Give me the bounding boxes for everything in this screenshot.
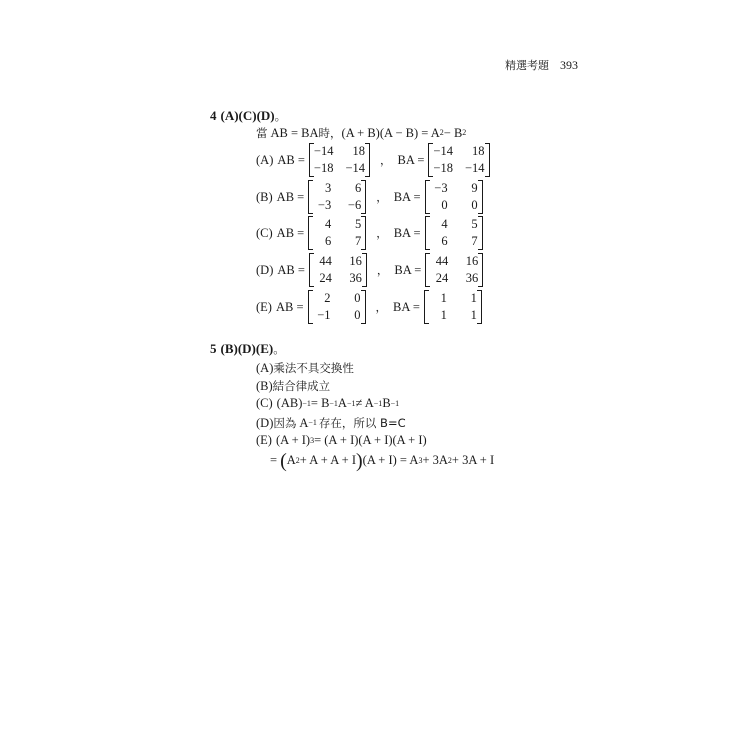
page-header xyxy=(505,57,578,73)
q4-intro-condition: AB = BA xyxy=(270,125,319,140)
ba-matrix xyxy=(425,253,483,287)
q4-option-row xyxy=(256,290,486,324)
matrix-entry: 16 xyxy=(349,254,362,268)
q4-option-label: (E) xyxy=(256,299,272,314)
q4-ab-label: AB = xyxy=(277,152,305,167)
matrix-entry: −18 xyxy=(433,161,453,175)
q4-ba-label: BA = xyxy=(397,152,425,167)
q4-ba-label: BA = xyxy=(393,299,420,314)
q5-answer: (B)(D)(E) xyxy=(220,341,274,356)
matrix-entry: 7 xyxy=(471,234,478,248)
matrix-entry: 24 xyxy=(319,271,332,285)
q4-ba-label: BA = xyxy=(393,189,421,204)
q4-ab-label: AB = xyxy=(277,262,305,277)
matrix-entry: 6 xyxy=(324,234,332,248)
q4-ab-label: AB = xyxy=(276,225,305,240)
matrix-entry: 4 xyxy=(324,217,332,231)
matrix-entry: −14 xyxy=(345,161,366,175)
q5-d-text2: 存在，所以 B=C xyxy=(318,416,406,430)
matrix-entry: −14 xyxy=(433,144,453,158)
q5-a-label: (A) xyxy=(256,360,274,375)
q5-line-b xyxy=(256,378,330,394)
q4-option-row xyxy=(256,143,494,177)
matrix-entry: 36 xyxy=(349,271,362,285)
q4-option-label: (C) xyxy=(256,225,273,240)
matrix-entry: 7 xyxy=(354,234,362,248)
matrix-entry: 4 xyxy=(441,217,448,231)
q4-mark: 。 xyxy=(274,109,287,123)
matrix-entry: −3 xyxy=(434,181,448,195)
matrix-entry: 9 xyxy=(471,181,478,195)
q4-intro-when: 當 xyxy=(256,126,268,140)
matrix-entry: 1 xyxy=(470,308,477,322)
q4-intro-time: 時， xyxy=(318,126,342,140)
q5-d-math: A xyxy=(299,415,309,430)
q4-option-row xyxy=(256,253,487,287)
matrix-entry: 5 xyxy=(354,217,362,231)
matrix-entry: 1 xyxy=(470,291,477,305)
matrix-entry: 6 xyxy=(354,181,362,195)
comma-separator: ， xyxy=(376,263,389,277)
matrix-entry: −14 xyxy=(313,144,334,158)
q5-a-text: 乘法不具交換性 xyxy=(273,361,354,375)
ba-matrix xyxy=(425,180,483,214)
q4-answer: (A)(C)(D) xyxy=(220,108,275,123)
q4-ab-label: AB = xyxy=(276,189,305,204)
q4-answer-heading xyxy=(210,108,286,124)
q5-c-neq: ≠ A xyxy=(355,396,374,410)
q5-e2-a: A xyxy=(286,453,296,467)
ab-matrix xyxy=(308,290,366,324)
q5-e2-eq: = xyxy=(270,453,278,467)
ba-matrix xyxy=(428,143,489,177)
page-number: 393 xyxy=(560,58,578,72)
ab-matrix xyxy=(308,216,366,250)
header-title: 精選考題 xyxy=(505,59,549,72)
ab-matrix xyxy=(309,253,367,287)
matrix-entry: 44 xyxy=(319,254,332,268)
matrix-entry: 18 xyxy=(472,144,485,158)
q5-line-c: (C) (AB) −1 = B −1 A −1 ≠ A −1 B −1 xyxy=(256,396,400,410)
matrix-entry: 0 xyxy=(354,308,361,322)
q5-e2-tail3: + 3A + I xyxy=(451,453,495,467)
q5-c-label: (C) xyxy=(256,396,273,410)
matrix-entry: 2 xyxy=(324,291,331,305)
matrix-entry: 36 xyxy=(465,271,479,285)
q4-intro: 當 AB = BA 時， (A + B)(A − B) = A 2 − B 2 xyxy=(256,125,467,140)
ba-matrix xyxy=(425,216,483,250)
q4-ab-label: AB = xyxy=(275,299,304,314)
matrix-entry: 0 xyxy=(441,198,448,212)
q5-e-math2: = (A + I)(A + I)(A + I) xyxy=(314,433,427,447)
q5-e-label: (E) xyxy=(256,433,272,447)
q5-d-text1: 因為 xyxy=(273,416,297,430)
comma-separator: ， xyxy=(376,226,388,240)
comma-separator: ， xyxy=(375,300,388,314)
matrix-entry: 1 xyxy=(440,291,447,305)
matrix-entry: 6 xyxy=(441,234,448,248)
q4-intro-formula: (A + B)(A − B) = A xyxy=(341,125,440,140)
matrix-entry: 0 xyxy=(354,291,361,305)
q4-option-label: (D) xyxy=(256,262,274,277)
q5-mark: 。 xyxy=(273,342,285,356)
q5-line-e2: = ( A 2 + A + A + I ) (A + I) = A 3 + 3A 2 + 3A + I xyxy=(270,449,495,472)
q5-b-text: 結合律成立 xyxy=(272,379,331,393)
matrix-entry: 1 xyxy=(440,308,447,322)
q4-number: 4 xyxy=(210,108,217,123)
matrix-entry: 3 xyxy=(324,181,332,195)
q5-c-math2: = B xyxy=(310,396,330,410)
q4-intro-formula2: − B xyxy=(443,125,463,140)
q5-e-math1: (A + I) xyxy=(275,433,311,447)
q4-option-row xyxy=(256,216,487,250)
q5-line-a xyxy=(256,360,354,376)
q5-number: 5 xyxy=(210,341,217,356)
matrix-entry: 18 xyxy=(352,144,366,158)
q5-line-e: (E) (A + I) 3 = (A + I)(A + I)(A + I) xyxy=(256,433,427,447)
matrix-entry: 44 xyxy=(435,254,449,268)
q4-option-label: (A) xyxy=(256,152,274,167)
q5-d-label: (D) xyxy=(256,415,274,430)
q4-ba-label: BA = xyxy=(393,225,421,240)
q5-e2-rest: + A + A + I xyxy=(299,453,356,467)
matrix-entry: −1 xyxy=(317,308,331,322)
q5-c-math4: B xyxy=(382,396,391,410)
q5-c-math3: A xyxy=(337,396,347,410)
q4-option-row xyxy=(256,180,487,214)
matrix-entry: 24 xyxy=(435,271,449,285)
q5-answer-heading xyxy=(210,341,285,357)
ab-matrix xyxy=(309,143,370,177)
q5-c-math1: (AB) xyxy=(276,396,303,410)
matrix-entry: 5 xyxy=(471,217,478,231)
q4-option-label: (B) xyxy=(256,189,273,204)
ba-matrix xyxy=(424,290,482,324)
q5-e2-tail: (A + I) = A xyxy=(362,453,419,467)
q4-ba-label: BA = xyxy=(394,262,422,277)
ab-matrix xyxy=(308,180,366,214)
matrix-entry: −14 xyxy=(464,161,485,175)
matrix-entry: −3 xyxy=(317,198,332,212)
comma-separator: ， xyxy=(380,153,392,167)
q5-b-label: (B) xyxy=(256,378,273,393)
matrix-entry: −18 xyxy=(313,161,334,175)
matrix-entry: 16 xyxy=(465,254,479,268)
q5-line-d: (D) 因為 A −1 存在，所以 B=C xyxy=(256,415,406,430)
comma-separator: ， xyxy=(376,190,388,204)
matrix-entry: 0 xyxy=(471,198,478,212)
matrix-entry: −6 xyxy=(347,198,362,212)
q5-e2-tail2: + 3A xyxy=(422,453,448,467)
